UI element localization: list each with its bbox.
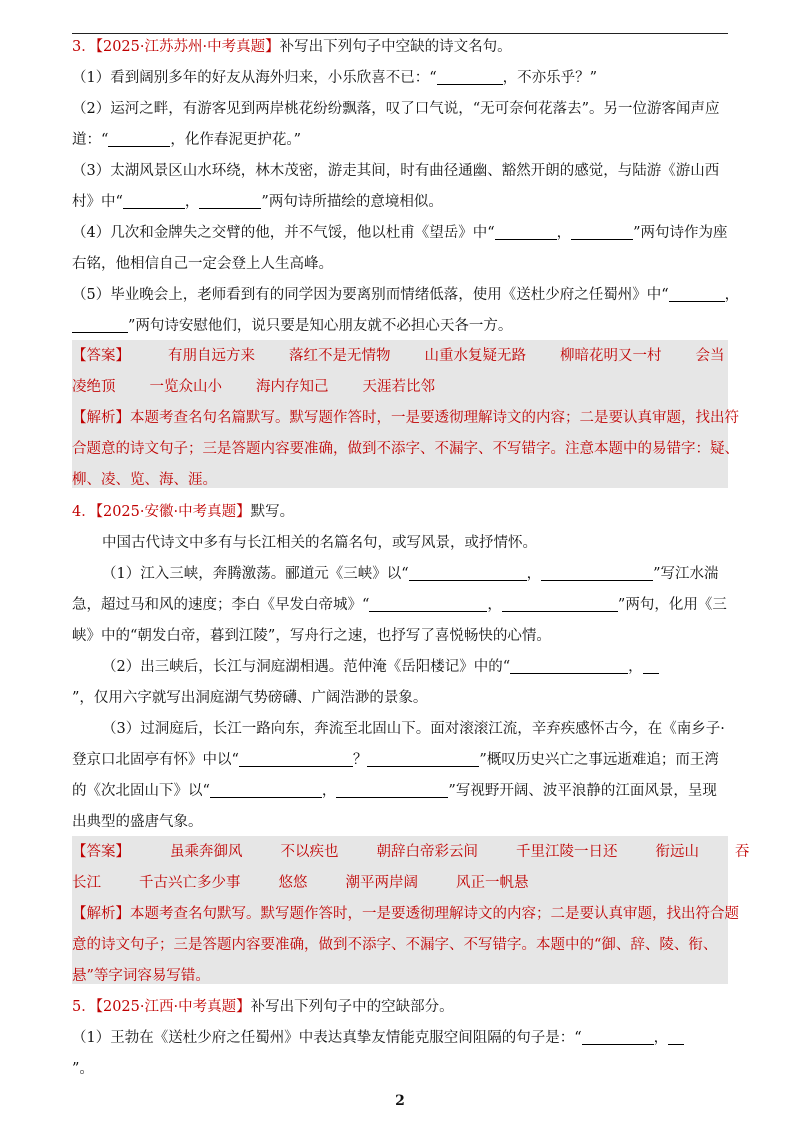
q3-item-5-line-1: （5）毕业晚会上，老师看到有的同学因为要离别而情绪低落，使用《送杜少府之任蜀州》中“ ，: [72, 287, 740, 303]
header-rule: [72, 33, 728, 34]
q4-item-3-line-4: 出典型的盛唐气象。: [72, 814, 203, 830]
q3-item-4-line-1: （4）几次和金牌失之交臂的他，并不气馁，他以杜甫《望岳》中“ ， ”两句诗作为座: [72, 225, 728, 241]
q3-item-2-line-1: （2）运河之畔，有游客见到两岸桃花纷纷飘落，叹了口气说，“无可奈何花落去”。另一位游客闻声应: [72, 101, 720, 117]
answer-blank[interactable]: [210, 783, 322, 798]
q3-answers-line-2: 凌绝顶 一览众山小 海内存知己 天涯若比邻: [72, 379, 435, 395]
q4-answers-line-1: 【答案】 虽乘奔御风 不以疾也 朝辞白帝彩云间 千里江陵一日还 衔远山 吞: [72, 844, 750, 860]
answer-blank[interactable]: [72, 318, 128, 333]
q3-item-2-line-2: 道：“ ，化作春泥更护花。”: [72, 132, 302, 148]
q4-stem: 默写。: [250, 504, 295, 520]
q4-answers-line-2: 长江 千古兴亡多少事 悠悠 潮平两岸阔 风正一帆悬: [72, 875, 529, 891]
q4-source-tag: 【2025·安徽·中考真题】: [95, 504, 251, 520]
q3-stem: 补写出下列句子中空缺的诗文名句。: [279, 39, 512, 55]
q4-heading: [72, 501, 728, 523]
q4-item-3-line-1: （3）过洞庭后，长江一路向东，奔流至北固山下。面对滚滚江流，辛弃疾感怀古今，在《南乡子·: [102, 721, 725, 737]
answer-blank[interactable]: [367, 752, 479, 767]
answer-blank[interactable]: [123, 194, 185, 209]
q4-analysis-line-1: 【解析】本题考查名句默写。默写题作答时，一是要透彻理解诗文的内容；二是要认真审题，找出符合题: [72, 906, 739, 922]
answer-blank[interactable]: [409, 566, 527, 581]
q3-item-3-line-1: （3）太湖风景区山水环绕，林木茂密，游走其间，时有曲径通幽、豁然开朗的感觉，与陆游《游山西: [72, 163, 720, 179]
q4-intro: 中国古代诗文中多有与长江相关的名篇名句，或写风景，或抒情怀。: [102, 535, 537, 551]
q4-analysis-line-3: 悬”等字词容易写错。: [72, 968, 210, 984]
q4-item-2-line-2: ”，仅用六字就写出洞庭湖气势磅礴、广阔浩渺的景象。: [72, 690, 428, 706]
q4-item-1-line-3: 峡》中的“朝发白帝，暮到江陵”，写舟行之速，也抒写了喜悦畅快的心情。: [72, 628, 551, 644]
answer-blank[interactable]: [199, 194, 261, 209]
q5-item-1-line-1: （1）王勃在《送杜少府之任蜀州》中表达真挚友情能克服空间阻隔的句子是：“ ，: [72, 1027, 728, 1049]
q5-stem: 补写出下列句子中的空缺部分。: [250, 999, 454, 1015]
answer-blank[interactable]: [668, 1030, 684, 1045]
q3-analysis-line-3: 柳、凌、览、海、涯。: [72, 472, 217, 488]
q3-item-3-line-2: 村》中“ ， ”两句诗所描绘的意境相似。: [72, 194, 443, 210]
q3-analysis-line-1: 【解析】本题考查名句名篇默写。默写题作答时，一是要透彻理解诗文的内容；二是要认真审题，找出符: [72, 410, 739, 426]
answer-blank[interactable]: [502, 597, 618, 612]
answer-blank[interactable]: [437, 70, 503, 85]
q4-item-1-line-2: 急，超过马和风的速度；李白《早发白帝城》“ ， ”两句，化用《三: [72, 597, 727, 613]
q5-source-tag: 【2025·江西·中考真题】: [95, 999, 251, 1015]
q3-analysis-line-2: 合题意的诗文句子；三是答题内容要准确，做到不添字、不漏字、不写错字。注意本题中的易错字：疑、: [72, 441, 739, 457]
q5-number: 5．: [72, 999, 96, 1015]
answer-blank[interactable]: [336, 783, 448, 798]
q3-item-4-line-2: 右铭，他相信自己一定会登上人生高峰。: [72, 256, 333, 272]
q3-item-1: （1）看到阔别多年的好友从海外归来，小乐欣喜不已：“ ，不亦乐乎？”: [72, 70, 598, 86]
q4-item-2-line-1: （2）出三峡后，长江与洞庭湖相遇。范仲淹《岳阳楼记》中的“ ，: [102, 656, 758, 678]
answer-blank[interactable]: [582, 1030, 654, 1045]
q4-analysis-line-2: 意的诗文句子；三是答题内容要准确，做到不添字、不漏字、不写错字。本题中的“御、辞、陵、衔、: [72, 937, 718, 953]
answer-blank[interactable]: [541, 566, 653, 581]
answer-blank[interactable]: [571, 225, 633, 240]
q4-item-3-line-2: 登京口北固亭有怀》中以“ ？ ”概叹历史兴亡之事远逝难追；而王湾: [72, 752, 719, 768]
q3-answers-line-1: 【答案】 有朋自远方来 落红不是无情物 山重水复疑无路 柳暗花明又一村 会当: [72, 348, 725, 364]
q5-item-1-line-2: ”。: [72, 1061, 94, 1077]
q3-item-5-line-2: ”两句诗安慰他们，说只要是知心朋友就不必担心天各一方。: [72, 315, 728, 337]
answer-blank[interactable]: [108, 132, 170, 147]
q5-heading: [72, 996, 728, 1018]
q4-number: 4．: [72, 504, 96, 520]
answer-blank[interactable]: [369, 597, 487, 612]
page-number: 2: [395, 1093, 405, 1109]
q3-source-tag: 【2025·江苏苏州·中考真题】: [95, 39, 280, 55]
answer-blank[interactable]: [495, 225, 557, 240]
q3-heading: [72, 36, 728, 58]
answer-blank[interactable]: [643, 659, 659, 674]
q4-item-1-line-1: （1）江入三峡，奔腾激荡。郦道元《三峡》以“ ， ”写江水湍: [102, 566, 719, 582]
answer-blank[interactable]: [669, 287, 725, 302]
answer-blank[interactable]: [239, 752, 353, 767]
answer-blank[interactable]: [510, 659, 628, 674]
q3-number: 3．: [72, 39, 96, 55]
q4-item-3-line-3: 的《次北固山下》以“ ， ”写视野开阔、波平浪静的江面风景，呈现: [72, 783, 717, 799]
